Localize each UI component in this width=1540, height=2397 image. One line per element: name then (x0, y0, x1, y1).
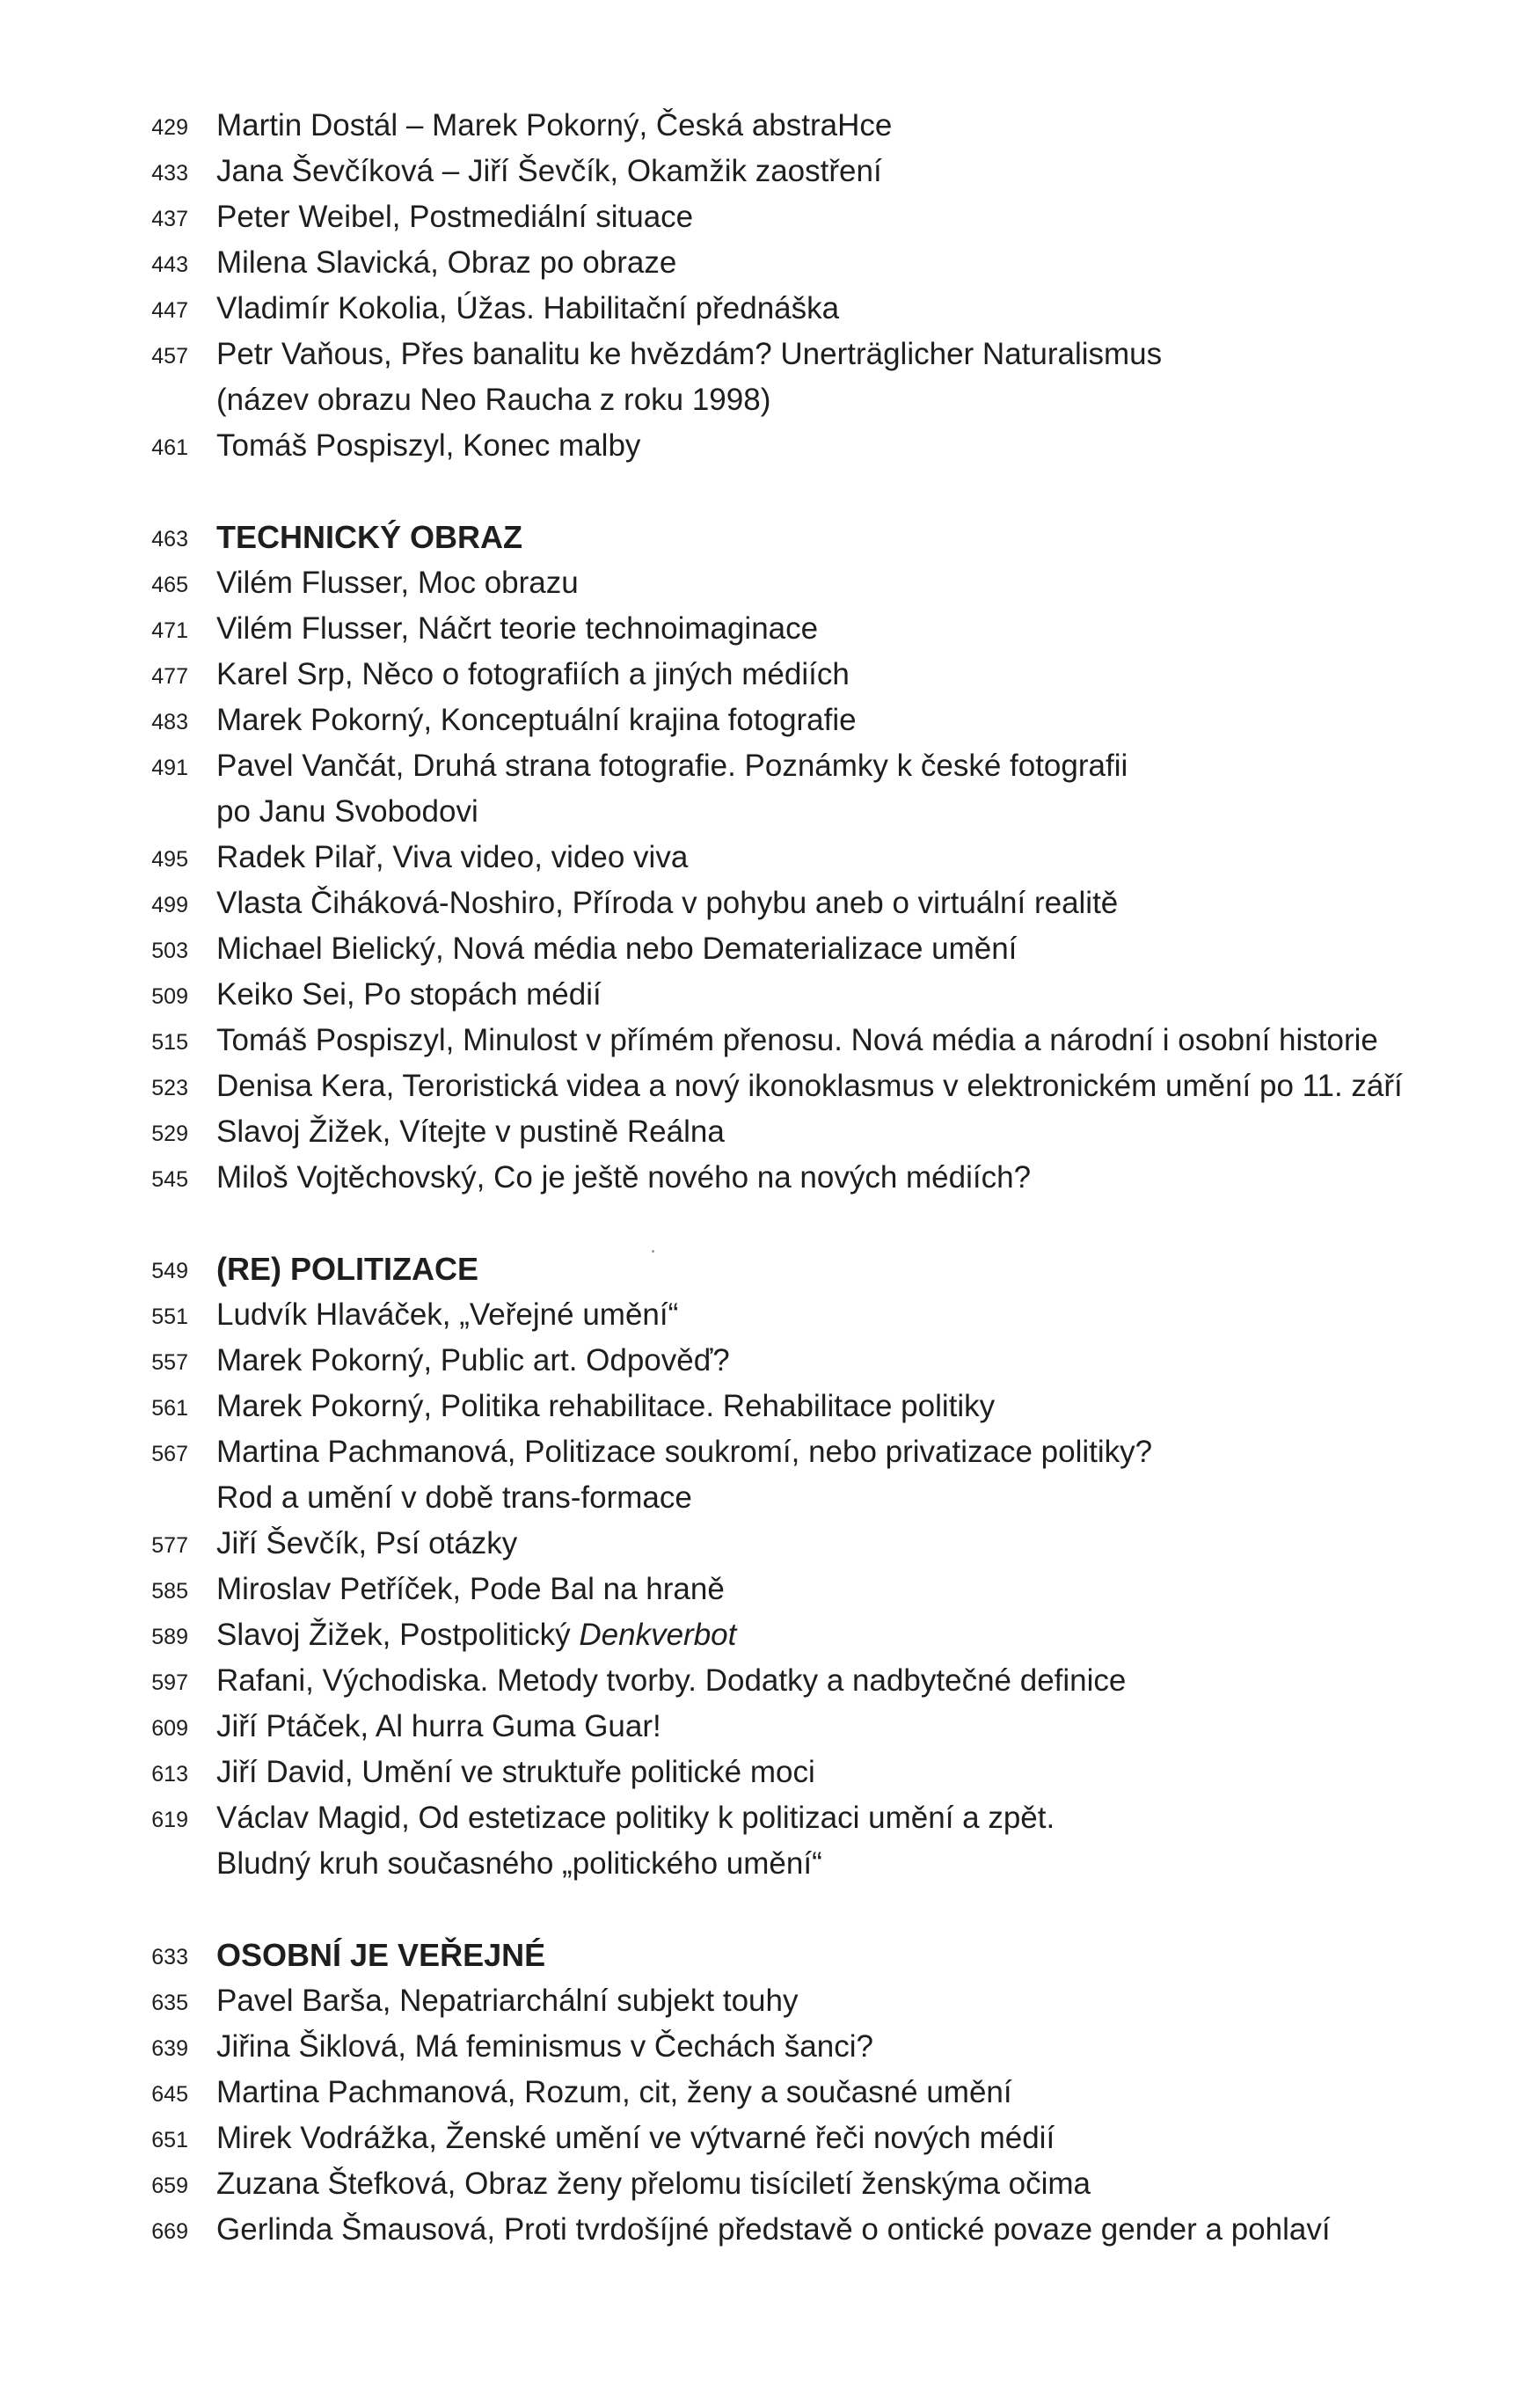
page-number: 651 (151, 2128, 188, 2152)
page-number: 463 (151, 527, 188, 552)
page-number: 619 (151, 1808, 188, 1832)
toc-entry (0, 1384, 1540, 1429)
toc-entry (0, 149, 1540, 194)
entry-text: Marek Pokorný, Public art. Odpověď? (216, 1343, 730, 1378)
page-number: 437 (151, 207, 188, 231)
page-number: 447 (151, 298, 188, 323)
toc-entry (0, 972, 1540, 1018)
entry-title (216, 2168, 1091, 2199)
entry-title (216, 1071, 1403, 1101)
section-heading (0, 1933, 1540, 1978)
entry-text: Vilém Flusser, Moc obrazu (216, 566, 579, 600)
toc-entry (0, 1612, 1540, 1658)
page-number: 545 (151, 1167, 188, 1192)
entry-title (216, 1985, 798, 2016)
entry-text: Slavoj Žižek, Vítejte v pustině Reálna (216, 1114, 725, 1149)
entry-title (216, 750, 1128, 781)
entry-text: Jiří David, Umění ve struktuře politické moci (216, 1755, 815, 1789)
toc-entry (0, 1063, 1540, 1109)
page-number: 549 (151, 1259, 188, 1283)
entry-text: Martina Pachmanová, Politizace soukromí, nebo privatizace politiky? (216, 1435, 1153, 1469)
page-number: 597 (151, 1670, 188, 1695)
toc-entry (0, 103, 1540, 149)
entry-text: Denisa Kera, Teroristická videa a nový ikonoklasmus v elektronickém umění po 11. září (216, 1069, 1403, 1103)
toc-entry (0, 698, 1540, 743)
entry-text: Tomáš Pospiszyl, Minulost v přímém přenosu. Nová média a národní i osobní historie (216, 1023, 1378, 1057)
page-number: 669 (151, 2219, 188, 2244)
table-of-contents (0, 103, 1540, 2253)
page-number: 523 (151, 1076, 188, 1100)
entry-text: Martin Dostál – Marek Pokorný, Česká abstraHce (216, 108, 893, 143)
entry-text: Václav Magid, Od estetizace politiky k politizaci umění a zpět. (216, 1801, 1055, 1835)
entry-text: Michael Bielický, Nová média nebo Dematerializace umění (216, 932, 1018, 966)
entry-title (216, 613, 818, 644)
page-number: 465 (151, 573, 188, 597)
entry-text: Slavoj Žižek, Postpolitický (216, 1618, 580, 1652)
entry-title (216, 1574, 725, 1604)
entry-text: Zuzana Štefková, Obraz ženy přelomu tisíciletí ženskýma očima (216, 2167, 1091, 2201)
page-number: 561 (151, 1396, 188, 1421)
entry-text: Radek Pilař, Viva video, video viva (216, 840, 689, 874)
toc-entry-continuation (0, 1841, 1540, 1887)
entry-title (216, 1162, 1031, 1193)
page-number: 483 (151, 710, 188, 734)
entry-text: Vlasta Čiháková-Noshiro, Příroda v pohybu aneb o virtuální realitě (216, 886, 1119, 920)
entry-text: Martina Pachmanová, Rozum, cit, ženy a současné umění (216, 2075, 1012, 2109)
page-number: 633 (151, 1945, 188, 1969)
entry-text: po Janu Svobodovi (216, 794, 478, 829)
page-number: 491 (151, 756, 188, 780)
entry-title (216, 1711, 661, 1742)
section-heading (0, 515, 1540, 560)
entry-title (216, 1665, 1126, 1696)
page-number: 567 (151, 1442, 188, 1466)
page-number: 639 (151, 2036, 188, 2061)
entry-text: Marek Pokorný, Konceptuální krajina fotografie (216, 703, 857, 737)
page-number: 585 (151, 1579, 188, 1604)
toc-entry (0, 1978, 1540, 2024)
entry-title (216, 339, 1162, 369)
page-number: 429 (151, 115, 188, 140)
toc-entry (0, 1338, 1540, 1384)
entry-title (216, 705, 857, 735)
entry-title (216, 796, 478, 827)
page-number: 557 (151, 1350, 188, 1375)
entry-text: Petr Vaňous, Přes banalitu ke hvězdám? Unerträglicher Naturalismus (216, 337, 1163, 371)
entry-text: (název obrazu Neo Raucha z roku 1998) (216, 383, 771, 417)
toc-entry (0, 2116, 1540, 2161)
entry-text: Bludný kruh současného „politického umění“ (216, 1846, 822, 1881)
entry-title (216, 1436, 1152, 1467)
entry-text: Jiří Ptáček, Al hurra Guma Guar! (216, 1709, 661, 1743)
entry-title (216, 2077, 1012, 2108)
entry-title (216, 201, 693, 232)
toc-entry-continuation (0, 1475, 1540, 1521)
entry-title (216, 567, 579, 598)
entry-title (216, 430, 640, 461)
entry-text: Jiří Ševčík, Psí otázky (216, 1526, 518, 1560)
section-title: (RE) POLITIZACE (216, 1251, 478, 1287)
page-number: 659 (151, 2174, 188, 2198)
entry-text: Vilém Flusser, Náčrt teorie technoimaginace (216, 611, 819, 646)
entry-text: Miloš Vojtěchovský, Co je ještě nového na nových médiích? (216, 1160, 1032, 1195)
stray-dot-mark (652, 1250, 654, 1253)
entry-text: Rod a umění v době trans-formace (216, 1480, 692, 1515)
entry-title (216, 1802, 1055, 1833)
page-number: 461 (151, 435, 188, 460)
toc-entry (0, 2024, 1540, 2070)
toc-entry (0, 1704, 1540, 1750)
entry-text: Gerlinda Šmausová, Proti tvrdošíjné představě o ontické povaze gender a pohlaví (216, 2212, 1331, 2247)
entry-text: Jana Ševčíková – Jiří Ševčík, Okamžik zaostření (216, 154, 882, 188)
page-number: 529 (151, 1122, 188, 1146)
toc-entry (0, 286, 1540, 332)
toc-entry (0, 652, 1540, 698)
toc-entry (0, 1521, 1540, 1567)
entry-title (216, 1345, 730, 1376)
toc-entry (0, 2070, 1540, 2116)
page-number: 589 (151, 1625, 188, 1649)
entry-title (216, 659, 850, 690)
toc-entry (0, 835, 1540, 881)
toc-entry (0, 881, 1540, 926)
toc-entry (0, 606, 1540, 652)
entry-title (216, 2123, 1055, 2153)
page-number: 609 (151, 1716, 188, 1741)
toc-entry (0, 240, 1540, 286)
page-number: 635 (151, 1991, 188, 2015)
section-title: OSOBNÍ JE VEŘEJNÉ (216, 1937, 546, 1973)
toc-entry (0, 1109, 1540, 1155)
toc-entry-continuation (0, 789, 1540, 835)
entry-text: Miroslav Petříček, Pode Bal na hraně (216, 1572, 725, 1606)
entry-title (216, 979, 602, 1010)
entry-title (216, 2031, 873, 2062)
page-number: 499 (151, 893, 188, 917)
page-number: 613 (151, 1762, 188, 1787)
entry-title (216, 842, 688, 873)
entry-title (216, 2214, 1331, 2245)
entry-title (216, 1848, 822, 1879)
entry-title (216, 384, 770, 415)
entry-text: Tomáš Pospiszyl, Konec malby (216, 428, 641, 463)
toc-entry-continuation (0, 377, 1540, 423)
entry-title (216, 247, 676, 278)
page-number: 577 (151, 1533, 188, 1558)
toc-entry (0, 1429, 1540, 1475)
page-number: 509 (151, 984, 188, 1009)
entry-title (216, 1116, 725, 1147)
toc-entry (0, 194, 1540, 240)
entry-text: Pavel Barša, Nepatriarchální subjekt touhy (216, 1984, 799, 2018)
page-number: 645 (151, 2082, 188, 2107)
entry-text: Pavel Vančát, Druhá strana fotografie. Poznámky k české fotografii (216, 749, 1128, 783)
page-number: 471 (151, 618, 188, 643)
entry-title (216, 1757, 815, 1787)
entry-text: Jiřina Šiklová, Má feminismus v Čechách šanci? (216, 2029, 873, 2064)
page-number: 443 (151, 252, 188, 277)
entry-text: Peter Weibel, Postmediální situace (216, 200, 694, 234)
entry-text: Marek Pokorný, Politika rehabilitace. Rehabilitace politiky (216, 1389, 996, 1423)
section-title: TECHNICKÝ OBRAZ (216, 519, 522, 555)
entry-title (216, 1391, 995, 1421)
toc-entry (0, 1750, 1540, 1795)
entry-title (216, 888, 1118, 918)
toc-entry (0, 1795, 1540, 1841)
toc-entry (0, 423, 1540, 469)
entry-text: Ludvík Hlaváček, „Veřejné umění“ (216, 1297, 679, 1332)
entry-title (216, 293, 839, 324)
toc-entry (0, 560, 1540, 606)
entry-title (216, 1025, 1378, 1056)
page-number: 495 (151, 847, 188, 872)
toc-entry (0, 1018, 1540, 1063)
page-number: 477 (151, 664, 188, 689)
entry-italic-text: Denkverbot (579, 1618, 737, 1652)
entry-title (216, 1299, 678, 1330)
toc-entry (0, 743, 1540, 789)
toc-entry (0, 2207, 1540, 2253)
section-heading (0, 1246, 1540, 1292)
page-number: 515 (151, 1030, 188, 1055)
entry-title (216, 1619, 736, 1650)
entry-title (216, 1528, 517, 1559)
entry-text: Keiko Sei, Po stopách médií (216, 977, 602, 1012)
entry-title (216, 110, 892, 141)
page-number: 551 (151, 1304, 188, 1329)
entry-title (216, 1482, 692, 1513)
entry-title (216, 933, 1017, 964)
entry-text: Vladimír Kokolia, Úžas. Habilitační přednáška (216, 291, 840, 325)
entry-title (216, 156, 882, 186)
page-number: 457 (151, 344, 188, 369)
page-number: 433 (151, 161, 188, 186)
toc-entry (0, 1567, 1540, 1612)
toc-entry (0, 1155, 1540, 1201)
entry-text: Karel Srp, Něco o fotografiích a jiných médiích (216, 657, 850, 691)
toc-entry (0, 332, 1540, 377)
toc-entry (0, 2161, 1540, 2207)
entry-text: Mirek Vodrážka, Ženské umění ve výtvarné řeči nových médií (216, 2121, 1055, 2155)
entry-text: Rafani, Východiska. Metody tvorby. Dodatky a nadbytečné definice (216, 1663, 1127, 1698)
toc-entry (0, 1658, 1540, 1704)
entry-text: Milena Slavická, Obraz po obraze (216, 245, 677, 280)
toc-entry (0, 926, 1540, 972)
toc-entry (0, 1292, 1540, 1338)
page-number: 503 (151, 939, 188, 963)
